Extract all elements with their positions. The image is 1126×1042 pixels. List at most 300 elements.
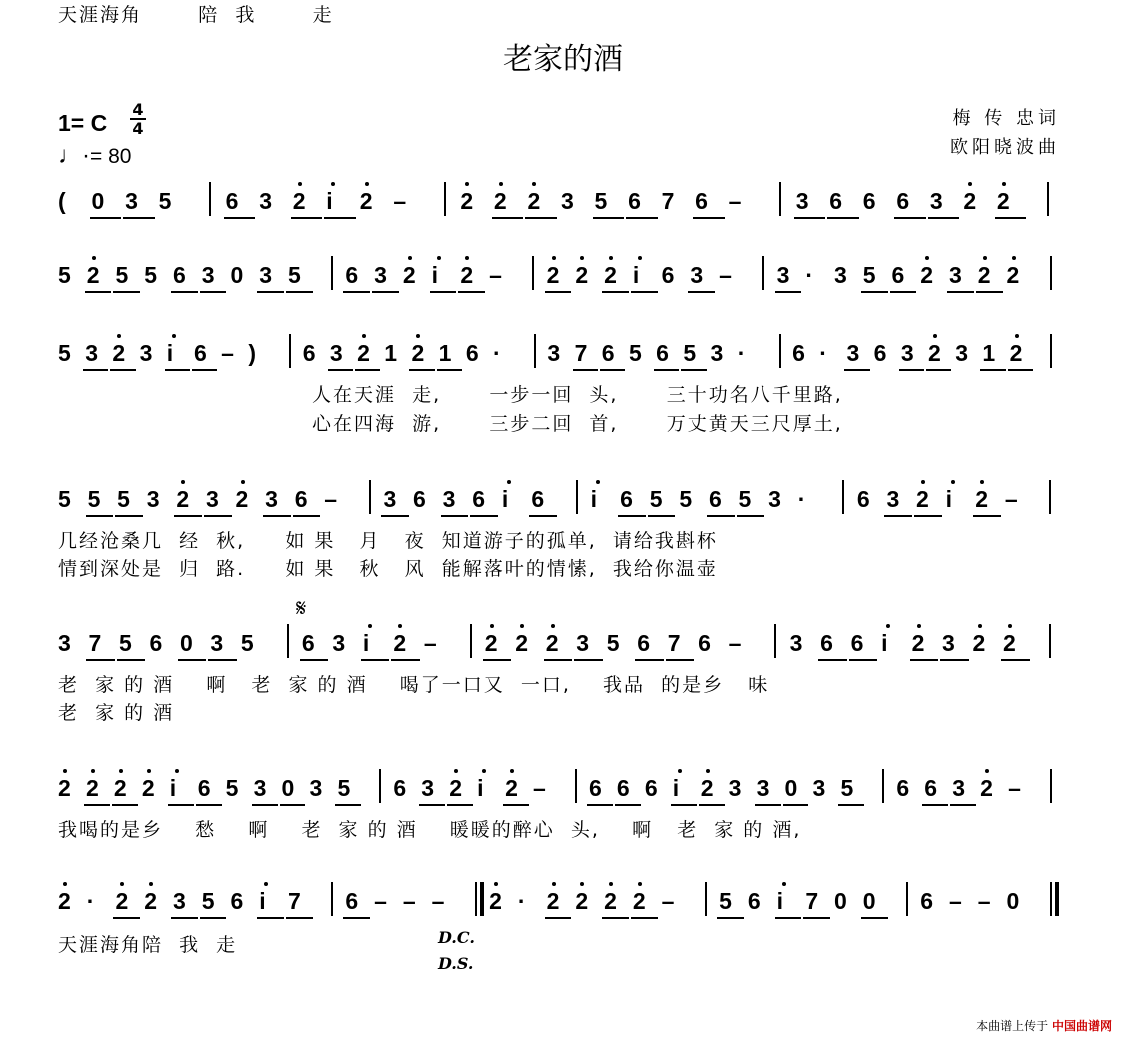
note: 0	[784, 775, 798, 801]
note: 6	[301, 630, 315, 656]
lyric-line: 人在天涯 走, 一步一回 头, 三十功名八千里路,	[312, 384, 843, 406]
note: 2	[920, 262, 934, 288]
octave-dot	[638, 256, 642, 260]
barline	[575, 769, 577, 803]
note: 3	[259, 262, 272, 288]
note: 5	[144, 262, 158, 288]
beam-underline	[328, 369, 353, 371]
beam-underline	[755, 804, 781, 806]
barline	[779, 182, 781, 216]
note: 6	[829, 188, 843, 214]
note: 5	[287, 262, 301, 288]
barline	[444, 182, 446, 216]
octave-dot	[951, 480, 955, 484]
beam-underline	[447, 804, 473, 806]
lyric-line: 情到深处是 归 路. 如 果 秋 风 能解落叶的情愫, 我给你温壶	[58, 558, 718, 580]
note: 3	[172, 888, 186, 914]
beam-underline	[631, 917, 658, 919]
note: 2	[505, 775, 518, 801]
note: 3	[139, 340, 153, 366]
note: 3	[834, 262, 847, 288]
note: 6	[294, 486, 308, 512]
note: 2	[357, 340, 370, 366]
score-line	[58, 486, 1064, 514]
note: 6	[708, 486, 722, 512]
note: 3	[58, 630, 71, 656]
note: i	[477, 775, 484, 801]
note: 6	[644, 775, 658, 801]
beam-underline	[947, 291, 974, 293]
beam-underline	[110, 369, 135, 371]
beam-underline	[263, 515, 291, 517]
beam-underline	[208, 659, 236, 661]
octave-dot	[172, 334, 176, 338]
note: 2	[58, 775, 71, 801]
octave-dot	[1012, 256, 1016, 260]
note: 6	[620, 486, 633, 512]
octave-dot	[331, 182, 335, 186]
beam-underline	[381, 515, 409, 517]
barline	[1049, 624, 1051, 658]
beam-underline	[503, 804, 529, 806]
beam-underline	[355, 369, 380, 371]
note: 6	[924, 775, 938, 801]
beam-underline	[168, 804, 194, 806]
note: 6	[588, 775, 602, 801]
note: (	[58, 188, 66, 214]
barline	[289, 334, 291, 368]
note: 2	[604, 888, 617, 914]
note: 2	[113, 775, 127, 801]
note: 6	[856, 486, 870, 512]
beam-underline	[899, 369, 924, 371]
beam-underline	[115, 515, 143, 517]
octave-dot	[362, 334, 366, 338]
beam-underline	[666, 659, 694, 661]
lyricist-credit: 梅 传 忠词	[952, 108, 1060, 129]
beam-underline	[437, 369, 462, 371]
octave-dot	[494, 882, 498, 886]
beam-underline	[922, 804, 948, 806]
note: 3	[265, 486, 278, 512]
octave-dot	[552, 882, 556, 886]
octave-dot	[408, 256, 412, 260]
note: i	[945, 486, 953, 512]
note: 2	[527, 188, 541, 214]
note: 6	[225, 188, 239, 214]
note: –	[728, 188, 742, 214]
beam-underline	[861, 917, 888, 919]
beam-underline	[123, 217, 155, 219]
beam-underline	[200, 291, 227, 293]
beam-underline	[849, 659, 877, 661]
da-capo-marking: D.C.	[438, 928, 475, 947]
octave-dot	[91, 769, 95, 773]
note: 6	[616, 775, 630, 801]
octave-dot	[1008, 624, 1012, 628]
beam-underline	[257, 917, 284, 919]
note: 7	[805, 888, 819, 914]
note: i	[169, 775, 177, 801]
octave-dot	[117, 334, 121, 338]
octave-dot	[551, 624, 555, 628]
note: 6	[345, 888, 359, 914]
octave-dot	[454, 769, 458, 773]
beam-underline	[113, 917, 140, 919]
octave-dot	[925, 256, 929, 260]
double-barline	[475, 882, 477, 916]
beam-underline	[525, 217, 557, 219]
footer	[976, 1017, 1112, 1034]
octave-dot	[510, 769, 514, 773]
note: 6	[149, 630, 163, 656]
octave-dot	[980, 480, 984, 484]
octave-dot	[921, 480, 925, 484]
note: 3	[952, 775, 966, 801]
barline	[762, 256, 764, 290]
octave-dot	[120, 882, 124, 886]
note: 1	[384, 340, 398, 366]
octave-dot	[978, 624, 982, 628]
note: 5	[840, 775, 854, 801]
score-line	[58, 775, 1064, 803]
note: i	[259, 888, 266, 914]
beam-underline	[280, 804, 306, 806]
note: ·	[517, 888, 526, 914]
note: 3	[942, 630, 955, 656]
note: 2	[144, 888, 158, 914]
octave-dot	[482, 769, 486, 773]
note: 2	[235, 486, 249, 512]
lyric-line: 老 家 的 酒 啊 老 家 的 酒 喝了一口又 一口, 我品 的是乡 味	[58, 674, 770, 696]
beam-underline	[737, 515, 765, 517]
note: 5	[115, 262, 129, 288]
octave-dot	[63, 769, 67, 773]
beam-underline	[654, 369, 679, 371]
beam-underline	[671, 804, 697, 806]
octave-dot	[298, 182, 302, 186]
note: 6	[820, 630, 833, 656]
note: 7	[574, 340, 588, 366]
note: –	[431, 888, 445, 914]
beam-underline	[171, 917, 198, 919]
key-signature: 1= C	[58, 110, 108, 136]
beam-underline	[844, 369, 869, 371]
note: –	[324, 486, 338, 512]
beam-underline	[391, 659, 419, 661]
beam-underline	[113, 291, 140, 293]
beam-underline	[84, 804, 110, 806]
score-line	[58, 262, 1064, 290]
octave-dot	[241, 480, 245, 484]
beam-underline	[200, 917, 227, 919]
note: 2	[977, 262, 991, 288]
note: 5	[225, 775, 239, 801]
note: i	[326, 188, 333, 214]
octave-dot	[398, 624, 402, 628]
note: 3	[710, 340, 724, 366]
note: ·	[819, 340, 827, 366]
note: ·	[493, 340, 501, 366]
note: 2	[545, 630, 559, 656]
beam-underline	[615, 804, 641, 806]
note: 6	[345, 262, 359, 288]
note: i	[672, 775, 680, 801]
beam-underline	[890, 291, 917, 293]
barline	[1049, 480, 1051, 514]
beam-underline	[693, 217, 725, 219]
note: 2	[115, 888, 129, 914]
note: 2	[58, 888, 71, 914]
octave-dot	[490, 624, 494, 628]
note: 2	[1006, 262, 1020, 288]
dal-segno-marking: D.S.	[438, 954, 474, 973]
note: 3	[949, 262, 962, 288]
octave-dot	[933, 334, 937, 338]
note: 0	[179, 630, 193, 656]
note: 3	[421, 775, 435, 801]
octave-dot	[609, 882, 613, 886]
note: –	[374, 888, 387, 914]
note: i	[501, 486, 509, 512]
barline	[779, 334, 781, 368]
beam-underline	[910, 659, 938, 661]
note: 3	[776, 262, 790, 288]
beam-underline	[775, 291, 802, 293]
note: 6	[601, 340, 615, 366]
note: 2	[972, 630, 986, 656]
beam-underline	[626, 217, 658, 219]
beam-underline	[419, 804, 445, 806]
beam-underline	[192, 369, 217, 371]
beam-underline	[458, 291, 485, 293]
note: 2	[112, 340, 126, 366]
note: 3	[929, 188, 943, 214]
note: 2	[460, 262, 474, 288]
beam-underline	[343, 917, 370, 919]
beam-underline	[602, 917, 629, 919]
beam-underline	[174, 515, 202, 517]
note: i	[632, 262, 640, 288]
note: –	[1008, 775, 1021, 801]
barline	[287, 624, 289, 658]
note: 0	[230, 262, 244, 288]
beam-underline	[483, 659, 511, 661]
note: 6	[172, 262, 186, 288]
octave-dot	[416, 334, 420, 338]
time-signature	[130, 101, 146, 137]
note: 6	[920, 888, 934, 914]
note: –	[221, 340, 234, 366]
beam-underline	[430, 291, 457, 293]
beam-underline	[928, 217, 960, 219]
beam-underline	[894, 217, 926, 219]
barline	[1050, 769, 1052, 803]
note: 5	[118, 630, 132, 656]
beam-underline	[818, 659, 846, 661]
note: 0	[862, 888, 876, 914]
note: 5	[58, 486, 71, 512]
beam-underline	[593, 217, 625, 219]
octave-dot	[264, 882, 268, 886]
note: 2	[85, 775, 99, 801]
beam-underline	[178, 659, 206, 661]
note: 2	[1009, 340, 1023, 366]
octave-dot	[580, 882, 584, 886]
note: 2	[402, 262, 416, 288]
note: –	[423, 630, 437, 656]
note: –	[533, 775, 546, 801]
note: 1	[982, 340, 996, 366]
note: 5	[87, 486, 101, 512]
note: 2	[449, 775, 463, 801]
note: 2	[911, 630, 925, 656]
beam-underline	[1001, 659, 1029, 661]
beam-underline	[291, 217, 323, 219]
lyric-line: 天涯海角陪 我 走	[58, 934, 238, 956]
note: 6	[193, 340, 207, 366]
note: 6	[896, 188, 910, 214]
score-line	[58, 188, 1064, 216]
tempo-marking	[58, 142, 131, 170]
beam-underline	[602, 291, 629, 293]
note: 3	[442, 486, 456, 512]
octave-dot	[119, 769, 123, 773]
note: 2	[493, 188, 507, 214]
barline	[1050, 256, 1052, 290]
beam-underline	[324, 217, 356, 219]
note: –	[977, 888, 991, 914]
double-barline	[1055, 882, 1059, 916]
beam-underline	[587, 804, 613, 806]
note: 3	[201, 262, 215, 288]
note: 3	[547, 340, 561, 366]
note: 2	[546, 262, 560, 288]
note: –	[489, 262, 502, 288]
note: 2	[141, 775, 155, 801]
note: ·	[797, 486, 806, 512]
score-line	[58, 630, 1064, 658]
note: 3	[795, 188, 809, 214]
beam-underline	[171, 291, 198, 293]
note: –	[661, 888, 675, 914]
beam-underline	[300, 659, 328, 661]
beam-underline	[85, 291, 112, 293]
barline	[470, 624, 472, 658]
note: 3	[205, 486, 219, 512]
time-signature-top: 4	[132, 100, 144, 119]
credits	[950, 104, 1060, 162]
note: 6	[393, 775, 407, 801]
octave-dot	[368, 624, 372, 628]
footer-text: 本曲谱上传于	[976, 1019, 1049, 1033]
note: 3	[886, 486, 900, 512]
note: 5	[337, 775, 351, 801]
octave-dot	[580, 256, 584, 260]
note: 6	[628, 188, 641, 214]
note: 6	[656, 340, 669, 366]
lyric-line: 我喝的是乡 愁 啊 老 家 的 酒 暖暖的醉心 头, 啊 老 家 的 酒,	[58, 819, 802, 841]
note: 3	[846, 340, 860, 366]
octave-dot	[63, 882, 67, 886]
note: 3	[210, 630, 224, 656]
octave-dot	[1002, 182, 1006, 186]
note: 6	[792, 340, 805, 366]
octave-dot	[532, 182, 536, 186]
beam-underline	[950, 804, 976, 806]
note: –	[949, 888, 962, 914]
octave-dot	[92, 256, 96, 260]
note: 6	[413, 486, 426, 512]
beam-underline	[293, 515, 321, 517]
beam-underline	[117, 659, 145, 661]
note: 6	[661, 262, 675, 288]
note: 5	[862, 262, 876, 288]
beam-underline	[681, 369, 706, 371]
beam-underline	[165, 369, 190, 371]
note: 7	[667, 630, 681, 656]
beam-underline	[409, 369, 434, 371]
octave-dot	[917, 624, 921, 628]
note: 2	[996, 188, 1010, 214]
octave-dot	[499, 182, 503, 186]
note: 0	[1006, 888, 1020, 914]
beam-underline	[224, 217, 256, 219]
note: 2	[489, 888, 502, 914]
note: 2	[980, 775, 993, 801]
note: )	[248, 340, 256, 366]
note: 3	[309, 775, 323, 801]
note: 0	[281, 775, 295, 801]
note: 6	[302, 340, 316, 366]
note: i	[776, 888, 783, 914]
note: 7	[287, 888, 301, 914]
note: 2	[86, 262, 100, 288]
page-title: 老家的酒	[503, 42, 623, 77]
octave-dot	[175, 769, 179, 773]
beam-underline	[707, 515, 735, 517]
note: i	[881, 630, 888, 656]
note: 2	[176, 486, 190, 512]
octave-dot	[596, 480, 600, 484]
note: 6	[465, 340, 479, 366]
note: 2	[604, 262, 617, 288]
beam-underline	[361, 659, 389, 661]
octave-dot	[520, 624, 524, 628]
octave-dot	[985, 769, 989, 773]
barline	[842, 480, 844, 514]
note: 2	[632, 888, 646, 914]
octave-dot	[886, 624, 890, 628]
note: 2	[292, 188, 306, 214]
beam-underline	[973, 515, 1001, 517]
note: 2	[975, 486, 989, 512]
note: 3	[900, 340, 914, 366]
note: 5	[594, 188, 608, 214]
note: 5	[240, 630, 254, 656]
beam-underline	[112, 804, 138, 806]
octave-dot	[1015, 334, 1019, 338]
barline	[1047, 182, 1049, 216]
note: 6	[891, 262, 905, 288]
barline	[705, 882, 707, 916]
beam-underline	[775, 917, 802, 919]
note: 5	[58, 340, 71, 366]
note: ·	[805, 262, 813, 288]
note: 6	[197, 775, 211, 801]
beam-underline	[940, 659, 968, 661]
beam-underline	[441, 515, 469, 517]
